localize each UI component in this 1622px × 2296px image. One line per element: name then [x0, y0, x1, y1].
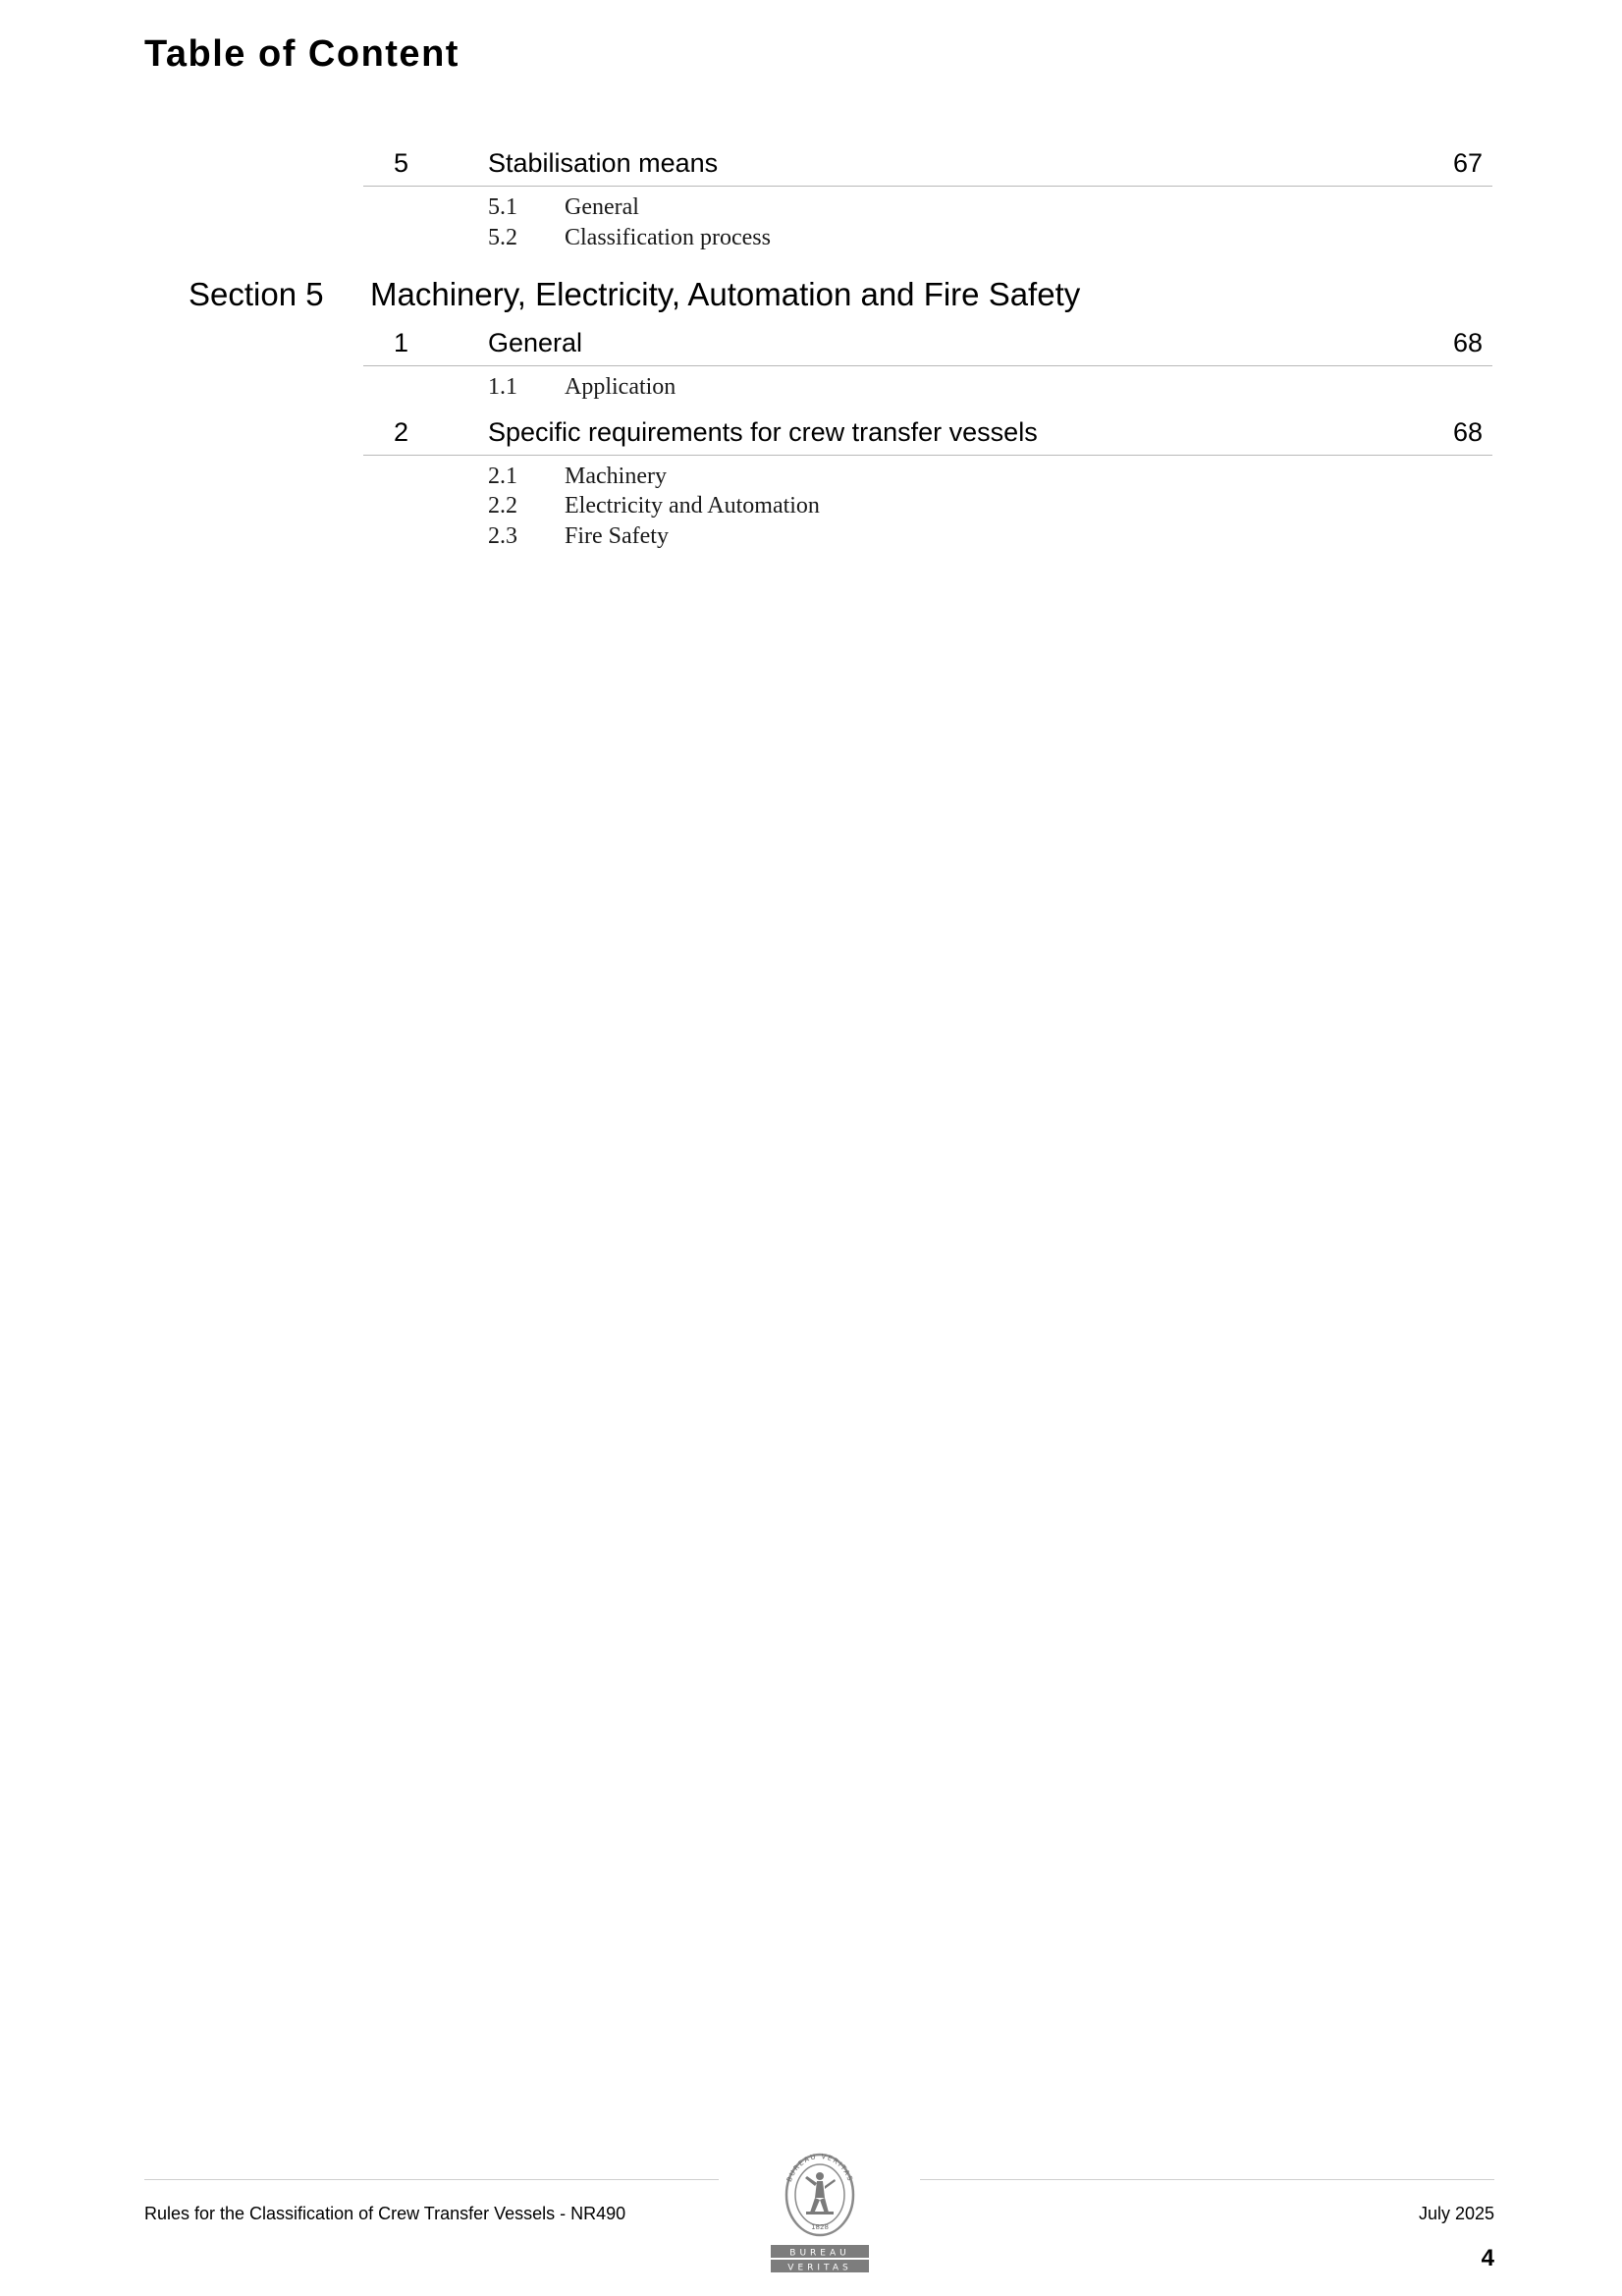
- toc-article-number: 5: [394, 148, 409, 178]
- footer-date: July 2025: [1418, 2204, 1494, 2223]
- footer-rule-left: [144, 2179, 719, 2180]
- toc-subsection-title[interactable]: Machinery: [565, 464, 667, 489]
- logo-ring-text: BUREAU VERITAS: [784, 2152, 855, 2184]
- footer-document-title: Rules for the Classification of Crew Transfer Vessels - NR490: [144, 2204, 626, 2223]
- toc-article-title[interactable]: General: [488, 328, 583, 357]
- logo-band-top: BUREAU: [789, 2248, 850, 2259]
- article-divider: [363, 365, 1492, 366]
- toc-article-page[interactable]: 68: [1452, 328, 1483, 357]
- toc-subsection-number: 2.2: [488, 493, 517, 519]
- footer-rule-right: [920, 2179, 1494, 2180]
- toc-subsection-number: 1.1: [488, 374, 517, 400]
- toc-article-page[interactable]: 67: [1452, 148, 1483, 178]
- toc-article-title[interactable]: Stabilisation means: [488, 148, 719, 178]
- toc-subsection-title[interactable]: Application: [565, 374, 676, 400]
- toc-subsection-number: 5.1: [488, 194, 517, 220]
- toc-subsection-number: 2.1: [488, 464, 517, 489]
- toc-article-number: 2: [394, 417, 409, 447]
- toc-section-title[interactable]: Machinery, Electricity, Automation and Fire Safety: [370, 276, 1081, 312]
- toc-subsection-title[interactable]: Fire Safety: [565, 523, 669, 549]
- toc-section-label: Section 5: [189, 276, 324, 312]
- bureau-veritas-logo: [766, 2151, 874, 2278]
- page-title: Table of Content: [144, 33, 460, 75]
- toc-article-title[interactable]: Specific requirements for crew transfer vessels: [488, 417, 1038, 447]
- toc-article-number: 1: [394, 328, 409, 357]
- toc-subsection-number: 2.3: [488, 523, 517, 549]
- toc-subsection-title[interactable]: Classification process: [565, 225, 771, 250]
- toc-subsection-title[interactable]: General: [565, 194, 639, 220]
- page-number: 4: [1481, 2245, 1494, 2271]
- toc-subsection-number: 5.2: [488, 225, 517, 250]
- article-divider: [363, 455, 1492, 456]
- logo-band-bottom: VERITAS: [787, 2263, 852, 2273]
- logo-year: 1828: [811, 2223, 829, 2231]
- article-divider: [363, 186, 1492, 187]
- toc-subsection-title[interactable]: Electricity and Automation: [565, 493, 820, 519]
- toc-article-page[interactable]: 68: [1452, 417, 1483, 447]
